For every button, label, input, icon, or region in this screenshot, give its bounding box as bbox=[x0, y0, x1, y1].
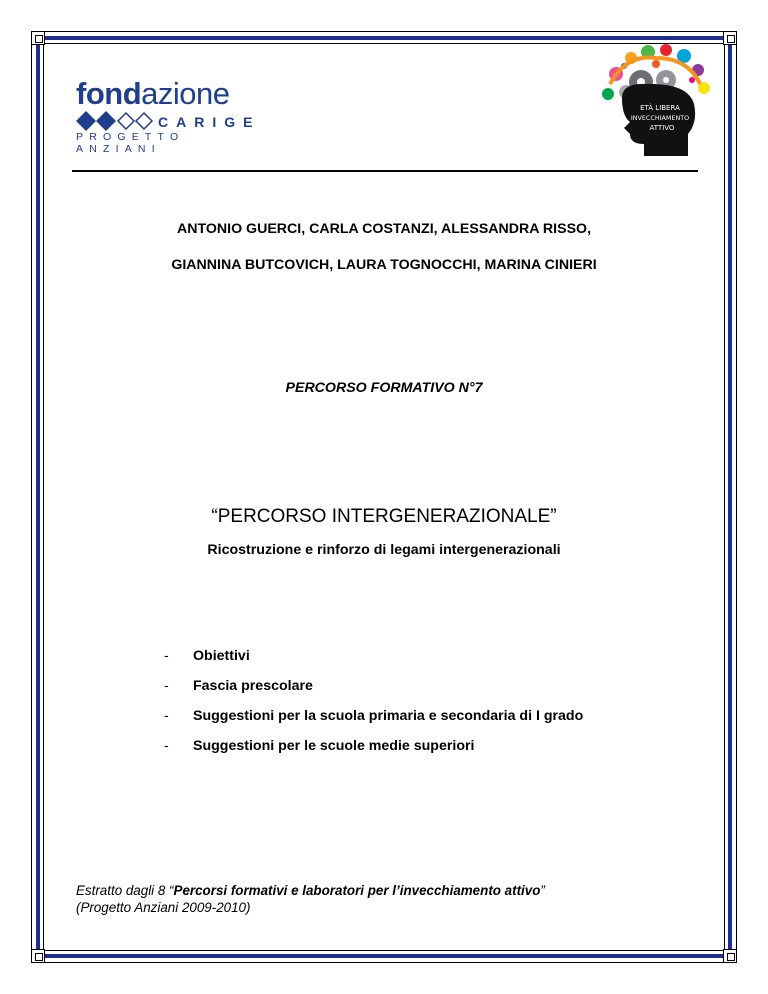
corner-ornament bbox=[31, 31, 45, 45]
logo-project: PROGETTO ANZIANI bbox=[76, 131, 185, 155]
header-divider bbox=[72, 170, 698, 172]
corner-ornament bbox=[723, 949, 737, 963]
svg-text:ATTIVO: ATTIVO bbox=[649, 124, 675, 132]
authors-line-2: GIANNINA BUTCOVICH, LAURA TOGNOCCHI, MARINA CINIERI bbox=[171, 257, 597, 273]
head-icon bbox=[596, 44, 714, 162]
document-subtitle: Ricostruzione e rinforzo di legami intergenerazionali bbox=[207, 542, 561, 558]
document-title: “PERCORSO INTERGENERAZIONALE” bbox=[211, 506, 557, 527]
head-illustration bbox=[596, 44, 714, 162]
svg-text:ETÀ LIBERA: ETÀ LIBERA bbox=[640, 104, 680, 112]
authors-line-1: ANTONIO GUERCI, CARLA COSTANZI, ALESSANDRA RISSO, bbox=[176, 221, 592, 237]
diamonds-icon bbox=[76, 111, 156, 131]
course-label: PERCORSO FORMATIVO N°7 bbox=[285, 380, 483, 396]
corner-ornament bbox=[723, 31, 737, 45]
corner-ornament bbox=[31, 949, 45, 963]
source-note: Estratto dagli 8 “Percorsi formativi e laboratori per l’invecchiamento attivo” (Progetto Anziani 2009-2010) bbox=[76, 883, 545, 915]
logo-brand: CARIGE bbox=[158, 114, 261, 130]
fondazione-carige-logo bbox=[76, 76, 276, 155]
svg-text:INVECCHIAMENTO: INVECCHIAMENTO bbox=[630, 114, 690, 122]
logo-wordmark: fondazione bbox=[76, 76, 230, 111]
page-border-inner bbox=[43, 43, 725, 951]
